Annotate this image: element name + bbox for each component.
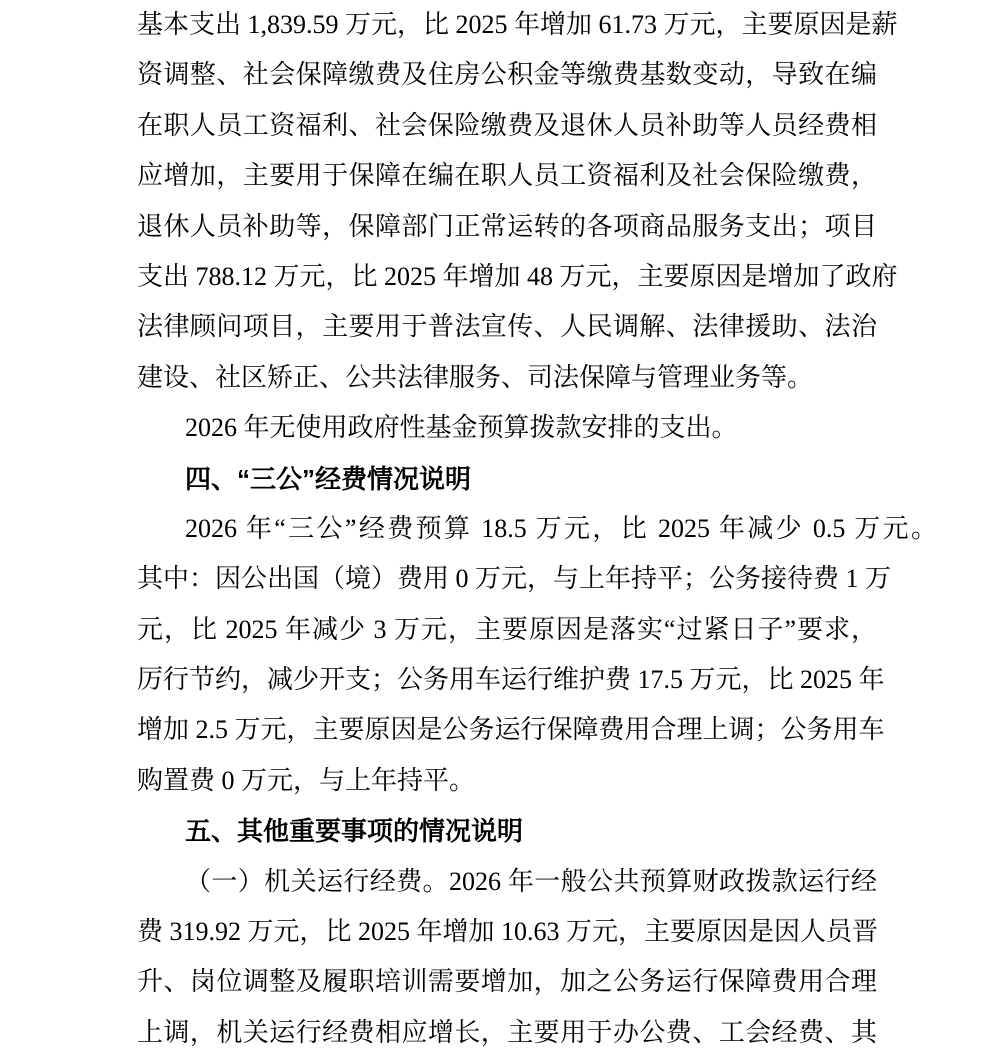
- text-line: 厉行节约，减少开支；公务用车运行维护费 17.5 万元，比 2025 年: [137, 665, 885, 695]
- text-line: 建设、社区矫正、公共法律服务、司法保障与管理业务等。: [137, 362, 814, 392]
- section-heading: 四、“三公”经费情况说明: [185, 463, 472, 494]
- text-line: 上调，机关运行经费相应增长，主要用于办公费、工会经费、其: [137, 1017, 877, 1047]
- text-line: 元，比 2025 年减少 3 万元，主要原因是落实“过紧日子”要求，: [137, 614, 877, 644]
- text-line: 其中：因公出国（境）费用 0 万元，与上年持平；公务接待费 1 万: [137, 564, 892, 594]
- text-line: 应增加，主要用于保障在编在职人员工资福利及社会保险缴费，: [137, 161, 877, 191]
- text-line: 升、岗位调整及履职培训需要增加，加之公务运行保障费用合理: [137, 967, 877, 997]
- text-line: 2026 年无使用政府性基金预算拨款安排的支出。: [185, 413, 738, 443]
- text-line: 在职人员工资福利、社会保险缴费及退休人员补助等人员经费相: [137, 110, 877, 140]
- text-line: 购置费 0 万元，与上年持平。: [137, 765, 476, 795]
- document-page: [137, 0, 937, 1058]
- text-line: 法律顾问项目，主要用于普法宣传、人民调解、法律援助、法治: [137, 312, 877, 342]
- text-line: 2026 年“三公”经费预算 18.5 万元，比 2025 年减少 0.5 万元。: [185, 513, 937, 543]
- text-line: 增加 2.5 万元，主要原因是公务运行保障费用合理上调；公务用车: [137, 715, 885, 745]
- text-line: 退休人员补助等，保障部门正常运转的各项商品服务支出；项目: [137, 211, 877, 241]
- text-line: 基本支出 1,839.59 万元，比 2025 年增加 61.73 万元，主要原因是薪: [137, 10, 898, 39]
- text-line: 费 319.92 万元，比 2025 年增加 10.63 万元，主要原因是因人员晋: [137, 917, 879, 947]
- text-line: （一）机关运行经费。2026 年一般公共预算财政拨款运行经: [185, 866, 877, 896]
- text-line: 资调整、社会保障缴费及住房公积金等缴费基数变动，导致在编: [137, 60, 877, 90]
- text-line: 支出 788.12 万元，比 2025 年增加 48 万元，主要原因是增加了政府: [137, 261, 898, 291]
- section-heading: 五、其他重要事项的情况说明: [185, 816, 524, 847]
